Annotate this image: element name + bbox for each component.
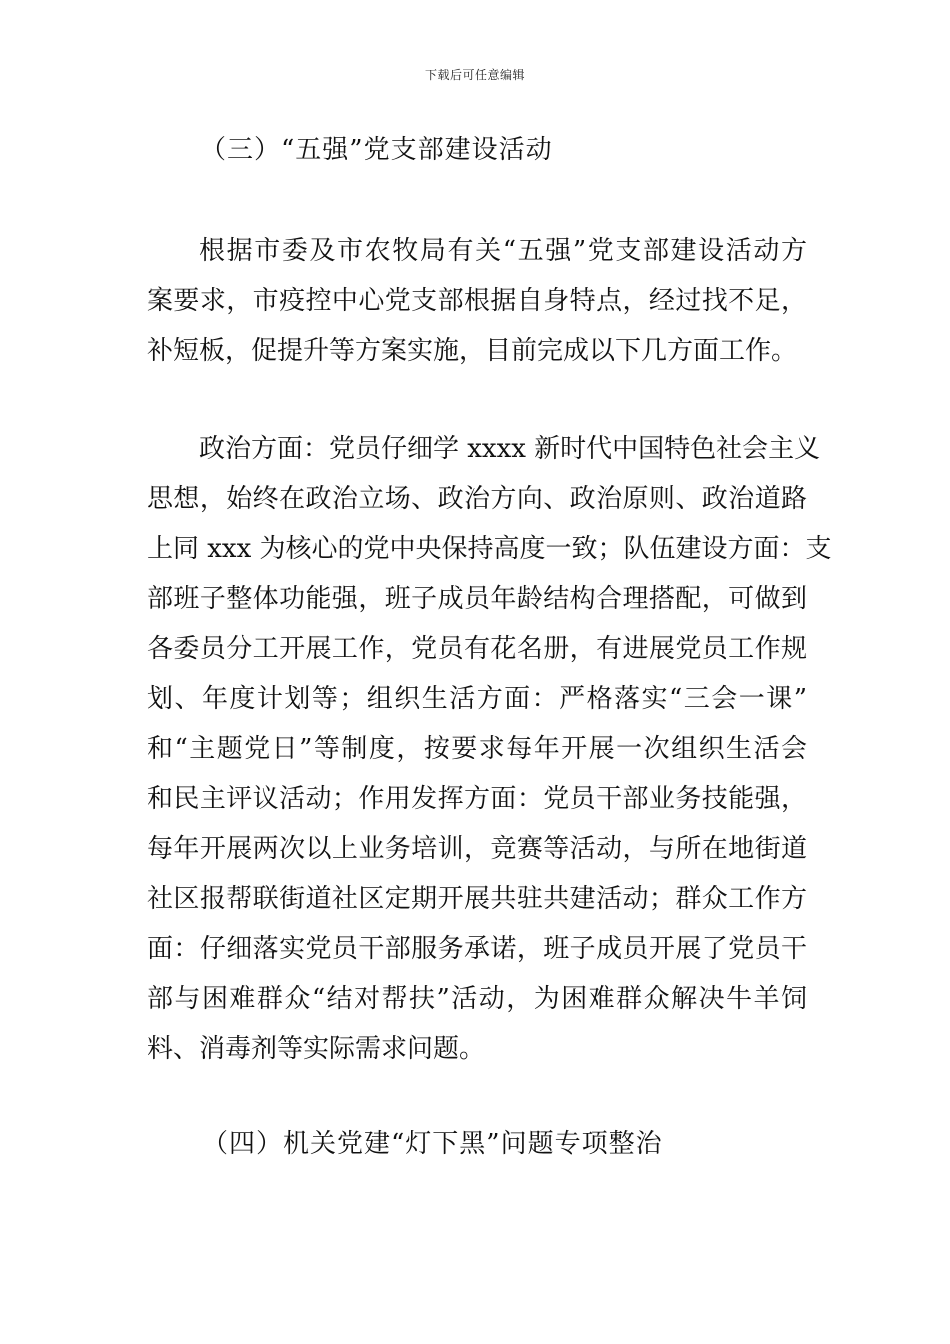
intro-line: 根据市委及市农牧局有关“五强”党支部建设活动方 — [199, 236, 807, 266]
detail-line: 思想，始终在政治立场、政治方向、政治原则、政治道路 — [147, 484, 807, 514]
section-four-heading: （四）机关党建“灯下黑”问题专项整治 — [202, 1129, 663, 1159]
intro-paragraph — [147, 226, 807, 376]
detail-line: 部与困难群众“结对帮扶”活动，为困难群众解决牛羊饲 — [147, 984, 807, 1014]
detail-line: 划、年度计划等；组织生活方面：严格落实“三会一课” — [147, 684, 807, 714]
detail-line: 料、消毒剂等实际需求问题。 — [147, 1034, 486, 1064]
detail-line: 和民主评议活动；作用发挥方面：党员干部业务技能强， — [147, 784, 807, 814]
intro-line: 补短板，促提升等方案实施，目前完成以下几方面工作。 — [147, 336, 798, 366]
intro-line: 案要求，市疫控中心党支部根据自身特点，经过找不足， — [147, 286, 807, 316]
detail-line: 部班子整体功能强，班子成员年龄结构合理搭配，可做到 — [147, 584, 807, 614]
detail-line: 上同 xxx 为核心的党中央保持高度一致；队伍建设方面：支 — [147, 534, 832, 564]
detail-line: 面：仔细落实党员干部服务承诺，班子成员开展了党员干 — [147, 934, 807, 964]
page-header-note: 下载后可任意编辑 — [424, 68, 525, 82]
detail-paragraph — [147, 424, 832, 1074]
detail-line: 和“主题党日”等制度，按要求每年开展一次组织生活会 — [147, 734, 807, 764]
detail-line: 社区报帮联街道社区定期开展共驻共建活动；群众工作方 — [147, 884, 807, 914]
detail-line: 每年开展两次以上业务培训，竞赛等活动，与所在地街道 — [147, 834, 807, 864]
detail-line: 政治方面：党员仔细学 xxxx 新时代中国特色社会主义 — [199, 434, 821, 464]
detail-line: 各委员分工开展工作，党员有花名册，有进展党员工作规 — [147, 634, 807, 664]
section-three-heading: （三）“五强”党支部建设活动 — [200, 135, 553, 165]
